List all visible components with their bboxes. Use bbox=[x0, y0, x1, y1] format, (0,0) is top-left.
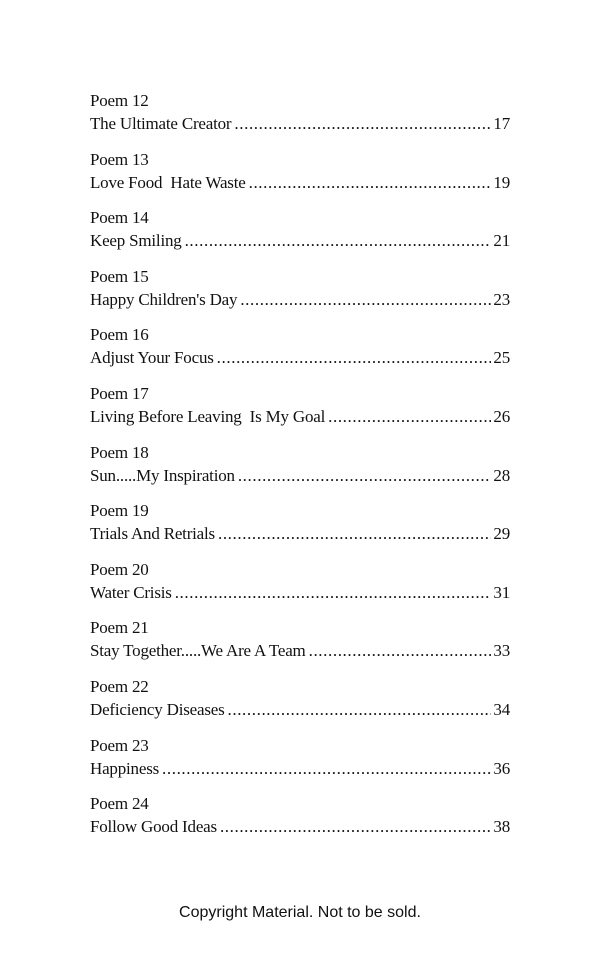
toc-entry bbox=[90, 559, 510, 618]
toc-entry bbox=[90, 90, 510, 149]
toc-entry bbox=[90, 442, 510, 501]
toc-entry bbox=[90, 149, 510, 208]
poem-title: The Ultimate Creator bbox=[90, 114, 232, 133]
dot-leader bbox=[240, 289, 491, 311]
toc-line[interactable] bbox=[90, 406, 510, 428]
poem-number: Poem 13 bbox=[90, 149, 149, 169]
page-number: 31 bbox=[493, 582, 510, 602]
dot-leader bbox=[175, 582, 492, 604]
toc-line[interactable] bbox=[90, 758, 510, 780]
page-number: 28 bbox=[493, 465, 510, 485]
toc-entry bbox=[90, 793, 510, 852]
poem-number: Poem 19 bbox=[90, 501, 149, 521]
dot-leader bbox=[309, 640, 492, 662]
page-number: 17 bbox=[493, 114, 510, 133]
toc-entry bbox=[90, 266, 510, 325]
table-of-contents bbox=[90, 90, 510, 852]
toc-line[interactable] bbox=[90, 582, 510, 604]
poem-number: Poem 18 bbox=[90, 442, 149, 462]
poem-number: Poem 20 bbox=[90, 559, 149, 579]
toc-line[interactable] bbox=[90, 230, 510, 252]
poem-title: Follow Good Ideas bbox=[90, 817, 217, 837]
toc-line[interactable] bbox=[90, 465, 510, 487]
poem-number: Poem 17 bbox=[90, 383, 149, 403]
page-number: 25 bbox=[493, 348, 510, 368]
page-number: 19 bbox=[493, 172, 510, 192]
poem-title: Adjust Your Focus bbox=[90, 348, 214, 368]
toc-entry bbox=[90, 676, 510, 735]
dot-leader bbox=[185, 230, 492, 252]
poem-number: Poem 24 bbox=[90, 794, 149, 814]
copyright-notice: Copyright Material. Not to be sold. bbox=[179, 904, 421, 921]
poem-title: Keep Smiling bbox=[90, 231, 182, 251]
poem-title: Trials And Retrials bbox=[90, 524, 215, 544]
poem-number: Poem 22 bbox=[90, 676, 149, 696]
dot-leader bbox=[218, 523, 491, 545]
toc-line[interactable] bbox=[90, 816, 510, 838]
page-number: 33 bbox=[493, 641, 510, 661]
dot-leader bbox=[234, 113, 491, 135]
toc-entry bbox=[90, 324, 510, 383]
poem-number: Poem 12 bbox=[90, 91, 149, 110]
toc-line[interactable] bbox=[90, 347, 510, 369]
poem-number: Poem 14 bbox=[90, 208, 149, 228]
page-number: 29 bbox=[493, 524, 510, 544]
poem-number: Poem 23 bbox=[90, 735, 149, 755]
page-number: 21 bbox=[493, 231, 510, 251]
page-number: 26 bbox=[493, 406, 510, 426]
toc-entry bbox=[90, 207, 510, 266]
toc-line[interactable] bbox=[90, 523, 510, 545]
poem-title: Happy Children's Day bbox=[90, 289, 238, 309]
page-number: 36 bbox=[493, 758, 510, 778]
poem-title: Living Before Leaving Is My Goal bbox=[90, 406, 326, 426]
dot-leader bbox=[217, 347, 492, 369]
dot-leader bbox=[249, 172, 492, 194]
dot-leader bbox=[162, 758, 491, 780]
toc-line[interactable] bbox=[90, 113, 510, 135]
toc-line[interactable] bbox=[90, 289, 510, 311]
page-number: 38 bbox=[493, 817, 510, 837]
poem-title: Sun.....My Inspiration bbox=[90, 465, 235, 485]
toc-entry bbox=[90, 383, 510, 442]
dot-leader bbox=[238, 465, 492, 487]
poem-title: Love Food Hate Waste bbox=[90, 172, 246, 192]
toc-line[interactable] bbox=[90, 699, 510, 721]
poem-number: Poem 21 bbox=[90, 618, 149, 638]
toc-line[interactable] bbox=[90, 640, 510, 662]
toc-entry bbox=[90, 735, 510, 794]
poem-title: Happiness bbox=[90, 758, 160, 778]
dot-leader bbox=[220, 816, 491, 838]
poem-title: Deficiency Diseases bbox=[90, 699, 225, 719]
toc-line[interactable] bbox=[90, 172, 510, 194]
page-number: 34 bbox=[493, 699, 510, 719]
poem-number: Poem 15 bbox=[90, 266, 149, 286]
dot-leader bbox=[228, 699, 492, 721]
toc-entry bbox=[90, 500, 510, 559]
poem-title: Water Crisis bbox=[90, 582, 172, 602]
dot-leader bbox=[328, 406, 491, 428]
page-number: 23 bbox=[493, 289, 510, 309]
poem-title: Stay Together.....We Are A Team bbox=[90, 641, 306, 661]
toc-entry bbox=[90, 617, 510, 676]
poem-number: Poem 16 bbox=[90, 325, 149, 345]
